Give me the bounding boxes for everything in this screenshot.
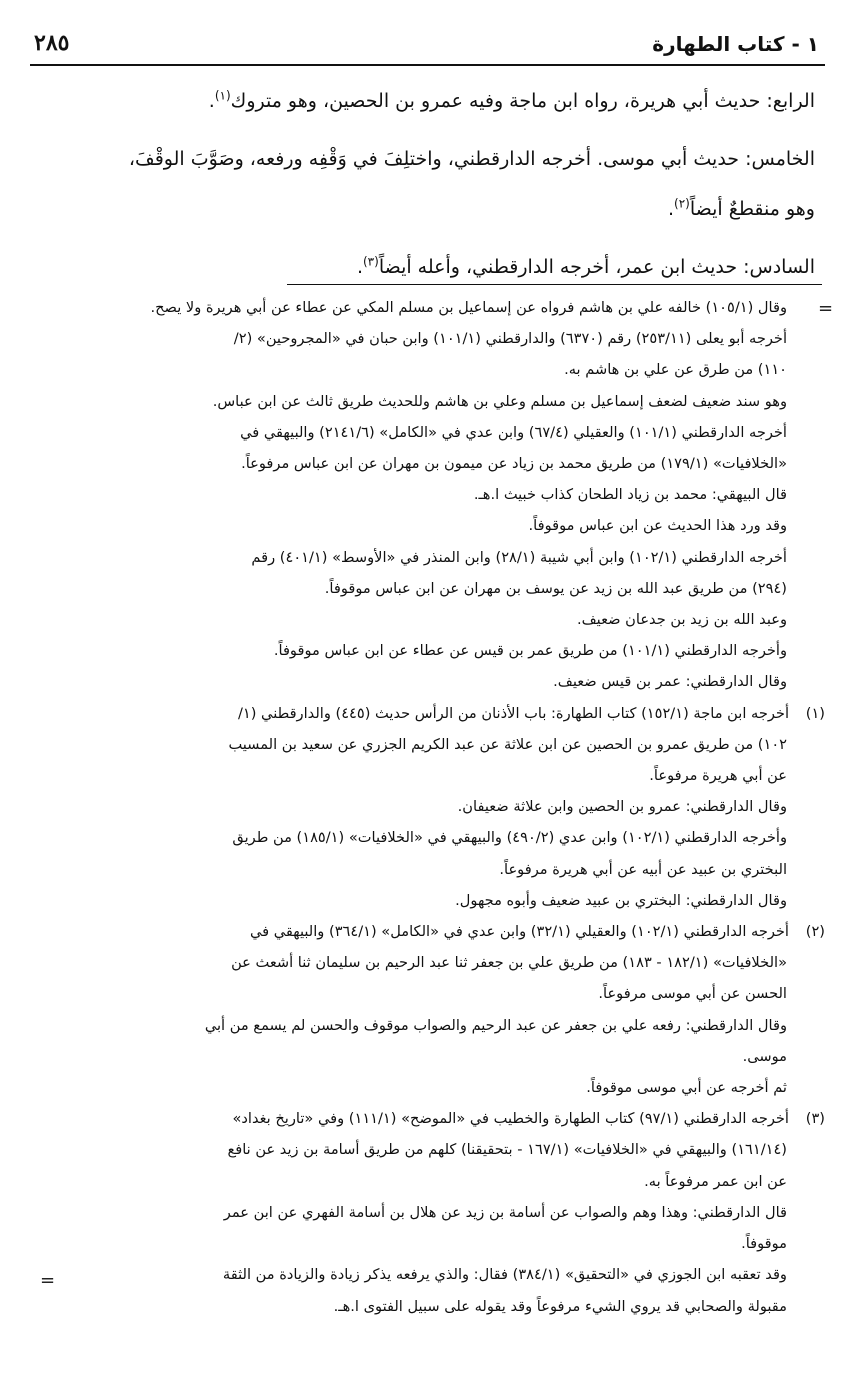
footnote-line: وقال (١٠٥/١) خالفه علي بن هاشم فرواه عن إسماعيل بن مسلم المكي عن عطاء عن أبي هريرة ولا يصح.	[150, 299, 787, 316]
footnote-line: أخرجه الدارقطني (١٠٢/١) وابن أبي شيبة (٢٨/١) وابن المنذر في «الأوسط» (٤٠١/١) رقم	[251, 548, 787, 566]
footnote-line: (١)أخرجه ابن ماجة (١٥٢/١) كتاب الطهارة: باب الأذنان من الرأس حديث (٤٤٥) والدارقطني (١/	[40, 698, 825, 729]
footnote-line: وقال الدارقطني: البختري بن عبيد ضعيف وأبوه مجهول.	[455, 891, 787, 909]
footnote-line: قال الدارقطني: وهذا وهم والصواب عن أسامة بن زيد عن هلال بن أسامة الفهري عن ابن عمر	[223, 1203, 787, 1221]
footnote-line: مقبولة والصحابي قد يروي الشيء مرفوعاً وقد يقوله على سبيل الفتوى ا.هـ.	[333, 1297, 787, 1315]
footnote-ref: (٢)	[674, 196, 690, 211]
footnote-line: موسى.	[742, 1047, 787, 1065]
footnote-number: (١)	[805, 704, 825, 722]
footnote-line: وعبد الله بن زيد بن جدعان ضعيف.	[576, 611, 787, 629]
footnote-line: ١٠٢) من طريق عمرو بن الحصين عن ابن علاثة عن عبد الكريم الجزري عن سعيد بن المسيب	[228, 735, 787, 753]
footnote-line: وقال الدارقطني: عمر بن قيس ضعيف.	[553, 673, 787, 691]
page-header	[30, 28, 825, 66]
footnote-line: وأخرجه الدارقطني (١٠١/١) من طريق عمر بن قيس عن عطاء عن ابن عباس موقوفاً.	[273, 642, 787, 660]
footnote-line: «الخلافيات» (١٧٩/١) من طريق محمد بن زياد عن ميمون بن مهران عن ابن عباس مرفوعاً.	[241, 455, 787, 473]
footnotes	[40, 292, 825, 1322]
main-paragraph: وهو منقطعٌ أيضاً$^{(٢)}$.	[667, 196, 815, 220]
footnote-line: ثم أخرجه عن أبي موسى موقوفاً.	[586, 1079, 787, 1097]
main-text	[55, 76, 815, 292]
continued-marker: =	[40, 1270, 56, 1291]
main-paragraph: الخامس: حديث أبي موسى. أخرجه الدارقطني، واختلِفَ في وَقْفِه ورفعه، وصَوَّبَ الوقْفَ،	[128, 148, 815, 170]
footnote-number: (٢)	[805, 923, 825, 941]
footnote-line: وقال الدارقطني: عمرو بن الحصين وابن علاثة ضعيفان.	[457, 798, 787, 816]
footnote-line: قال البيهقي: محمد بن زياد الطحان كذاب خبيث ا.هـ.	[473, 486, 787, 504]
footnote-line: (٢)أخرجه الدارقطني (١٠٢/١) والعقيلي (٣٢/١) وابن عدي في «الكامل» (٣٦٤/١) والبيهقي في	[40, 916, 825, 947]
page-number: ٢٨٥	[34, 30, 70, 56]
footnote-line: أخرجه أبو يعلى (٢٥٣/١١) رقم (٦٣٧٠) والدارقطني (١٠١/١) وابن حبان في «المجروحين» (٢/	[233, 330, 787, 348]
footnote-line: وقد ورد هذا الحديث عن ابن عباس موقوفاً.	[528, 517, 787, 535]
footnote-number: (٣)	[805, 1110, 825, 1128]
footnote-line: وأخرجه الدارقطني (١٠٢/١) وابن عدي (٤٩٠/٢) والبيهقي في «الخلافيات» (١٨٥/١) من طريق	[232, 829, 787, 847]
footnote-line: (٣)أخرجه الدارقطني (٩٧/١) كتاب الطهارة والخطيب في «الموضح» (١١١/١) وفي «تاريخ بغداد»	[40, 1103, 825, 1134]
footnote-separator	[287, 284, 822, 285]
footnote-line: وقال الدارقطني: رفعه علي بن جعفر عن عبد الرحيم والصواب موقوف والحسن لم يسمع من أبي	[204, 1016, 787, 1034]
footnote-line: وقد تعقبه ابن الجوزي في «التحقيق» (٣٨٤/١) فقال: والذي يرفعه يذكر زيادة والزيادة من الثقة	[222, 1266, 787, 1284]
continued-marker: =	[818, 298, 834, 319]
footnote-line: ١١٠) من طرق عن علي بن هاشم به.	[564, 361, 787, 379]
footnote-line: (١٦١/١٤) والبيهقي في «الخلافيات» (١٦٧/١ - بتحقيقنا) كلهم من طريق أسامة بن زيد عن نافع	[227, 1141, 787, 1159]
chapter-title: ١ - كتاب الطهارة	[652, 32, 819, 56]
footnote-line: وهو سند ضعيف لضعف إسماعيل بن مسلم وعلي بن هاشم وللحديث طريق ثالث عن ابن عباس.	[212, 392, 787, 410]
footnote-line: عن أبي هريرة مرفوعاً.	[649, 767, 787, 785]
footnote-line: عن ابن عمر مرفوعاً به.	[644, 1172, 787, 1190]
footnote-line: «الخلافيات» (١٨٢/١ - ١٨٣) من طريق علي بن جعفر ثنا عبد الرحيم بن سليمان ثنا أشعث عن	[231, 954, 787, 972]
footnote-line: البختري بن عبيد عن أبيه عن أبي هريرة مرفوعاً.	[499, 860, 787, 878]
main-paragraph: الرابع: حديث أبي هريرة، رواه ابن ماجة وفيه عمرو بن الحصين، وهو متروك$^{(١)}$.	[208, 88, 815, 112]
footnote-ref: (١)	[214, 88, 231, 103]
footnote-line: موقوفاً.	[741, 1235, 787, 1253]
main-paragraph: السادس: حديث ابن عمر، أخرجه الدارقطني، وأعله أيضاً$^{(٣)}$.	[356, 254, 815, 278]
footnote-ref: (٣)	[362, 254, 379, 269]
footnote-line: (٢٩٤) من طريق عبد الله بن زيد عن يوسف بن مهران عن ابن عباس موقوفاً.	[324, 579, 787, 597]
footnote-line: أخرجه الدارقطني (١٠١/١) والعقيلي (٦٧/٤) وابن عدي في «الكامل» (٢١٤١/٦) والبيهقي في	[240, 423, 787, 441]
footnote-line: الحسن عن أبي موسى مرفوعاً.	[598, 985, 787, 1003]
